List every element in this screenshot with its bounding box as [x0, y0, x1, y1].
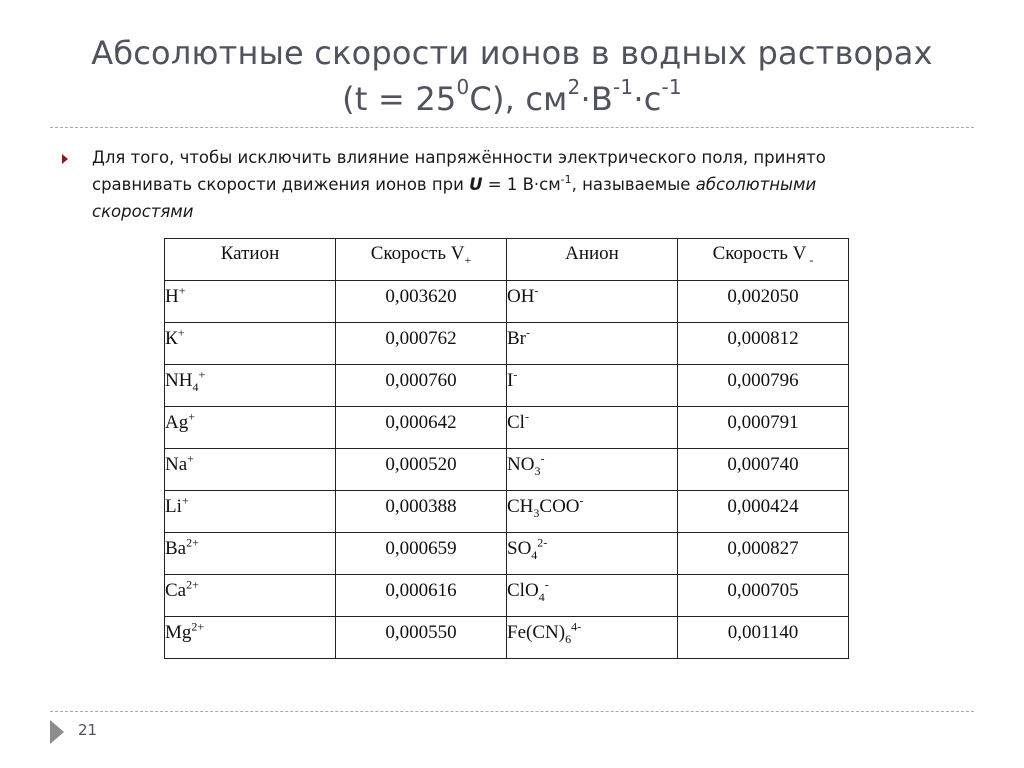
- speed-plus-value: 0,000760: [385, 370, 457, 391]
- header-speed-plus-label: Скорость V: [370, 243, 465, 264]
- anion-charge: -: [513, 367, 518, 382]
- cation-charge: 2+: [186, 535, 199, 550]
- speed-minus-value: 0,000424: [727, 496, 799, 517]
- table-row: [165, 365, 849, 407]
- anion-charge: -: [540, 451, 545, 466]
- cation-cell: [165, 365, 336, 407]
- cation-subscript: 4: [192, 379, 199, 394]
- body-text-part1: Для того, чтобы исключить влияние напряжённости электрического поля, принято сравнивать скорости движения ионов при: [92, 148, 826, 194]
- speed-minus-value: 0,000705: [727, 580, 799, 601]
- header-speed-minus-label: Скорость V: [712, 243, 807, 264]
- anion-formula: I: [507, 370, 514, 391]
- speed-plus-cell: [336, 323, 507, 365]
- anion-formula: NO: [507, 454, 535, 475]
- header-speed-plus: [336, 239, 507, 281]
- speed-minus-cell: [678, 491, 849, 533]
- anion-formula-tail: COO: [539, 496, 580, 517]
- anion-charge: -: [544, 577, 549, 592]
- ion-speed-table: [164, 238, 849, 659]
- header-speed-plus-sub: +: [464, 252, 472, 267]
- speed-minus-cell: [678, 449, 849, 491]
- slide-title: [40, 30, 984, 122]
- speed-minus-cell: [678, 365, 849, 407]
- page-number: 21: [78, 721, 98, 739]
- anion-formula: CH: [507, 496, 534, 517]
- speed-minus-cell: [678, 575, 849, 617]
- speed-minus-cell: [678, 533, 849, 575]
- speed-plus-value: 0,000388: [385, 496, 457, 517]
- anion-formula: Br: [507, 328, 526, 349]
- cation-charge: 2+: [186, 577, 199, 592]
- cation-charge: 2+: [191, 619, 205, 634]
- cation-charge: +: [198, 367, 206, 382]
- speed-minus-cell: [678, 617, 849, 659]
- header-cation: Катион: [165, 239, 336, 281]
- body-text-part3: , называемые: [571, 175, 696, 194]
- table-row: [165, 449, 849, 491]
- cation-cell: [165, 491, 336, 533]
- speed-plus-cell: [336, 617, 507, 659]
- speed-plus-value: 0,000659: [385, 538, 457, 559]
- speed-plus-value: 0,000550: [385, 622, 457, 643]
- anion-cell: [507, 323, 678, 365]
- speed-plus-cell: [336, 365, 507, 407]
- footer-divider: [50, 711, 974, 712]
- cation-cell: [165, 575, 336, 617]
- cation-cell: [165, 449, 336, 491]
- body-text-part2: = 1 В·см: [482, 175, 561, 194]
- next-slide-arrow-icon: [50, 720, 64, 744]
- speed-minus-value: 0,000791: [727, 412, 799, 433]
- speed-minus-value: 0,000796: [727, 370, 799, 391]
- title-units-sup-degree: 0: [456, 75, 470, 100]
- anion-charge: -: [526, 325, 530, 340]
- cation-formula: Ag: [165, 412, 189, 433]
- anion-cell: [507, 449, 678, 491]
- speed-plus-value: 0,000520: [385, 454, 457, 475]
- speed-minus-cell: [678, 407, 849, 449]
- anion-charge: -: [534, 283, 539, 298]
- cation-formula: Ca: [165, 580, 187, 601]
- table-header-row: [165, 239, 849, 281]
- table-row: [165, 533, 849, 575]
- cation-formula: H: [165, 286, 179, 307]
- table-row: [165, 575, 849, 617]
- anion-cell: [507, 533, 678, 575]
- table-row: [165, 491, 849, 533]
- speed-plus-cell: [336, 449, 507, 491]
- speed-minus-value: 0,002050: [727, 286, 799, 307]
- header-anion: Анион: [507, 239, 678, 281]
- header-speed-minus: [678, 239, 849, 281]
- table-body: [165, 281, 849, 659]
- speed-plus-cell: [336, 575, 507, 617]
- anion-charge: -: [524, 409, 529, 424]
- table-row: [165, 323, 849, 365]
- anion-cell: [507, 281, 678, 323]
- cation-formula: Na: [165, 454, 188, 475]
- cation-cell: [165, 617, 336, 659]
- title-units-mid3: ·с: [633, 80, 662, 118]
- cation-cell: [165, 281, 336, 323]
- anion-cell: [507, 365, 678, 407]
- title-divider: [50, 127, 974, 128]
- anion-cell: [507, 407, 678, 449]
- anion-charge: 2-: [537, 535, 548, 550]
- anion-formula: OH: [507, 286, 535, 307]
- cation-formula: К: [165, 328, 178, 349]
- cation-cell: [165, 323, 336, 365]
- cation-charge: +: [181, 493, 189, 508]
- title-units-sup-3: -1: [612, 75, 634, 100]
- title-units-sup-4: -1: [661, 75, 682, 100]
- speed-minus-value: 0,000812: [727, 328, 799, 349]
- anion-cell: [507, 617, 678, 659]
- anion-cell: [507, 575, 678, 617]
- speed-plus-value: 0,000616: [385, 580, 457, 601]
- cation-cell: [165, 407, 336, 449]
- title-units-sup-2: 2: [567, 75, 581, 100]
- cation-formula: Li: [165, 496, 182, 517]
- title-units-mid1: C), см: [469, 80, 568, 118]
- anion-charge: -: [579, 493, 584, 508]
- anion-formula: SO: [507, 538, 532, 559]
- cation-formula: Mg: [165, 622, 192, 643]
- speed-minus-cell: [678, 281, 849, 323]
- speed-plus-value: 0,000762: [385, 328, 457, 349]
- anion-cell: [507, 491, 678, 533]
- cation-charge: +: [177, 325, 185, 340]
- table-row: [165, 281, 849, 323]
- body-paragraph: [92, 144, 922, 225]
- anion-subscript: 6: [565, 631, 572, 646]
- speed-minus-value: 0,000827: [727, 538, 799, 559]
- table-row: [165, 617, 849, 659]
- anion-subscript: 4: [538, 589, 545, 604]
- anion-subscript: 4: [531, 547, 538, 562]
- body-text-sup: -1: [560, 172, 572, 186]
- anion-formula: Cl: [507, 412, 525, 433]
- cation-charge: +: [187, 451, 194, 466]
- header-speed-minus-sub: -: [806, 252, 814, 267]
- cation-charge: +: [188, 409, 196, 424]
- speed-plus-value: 0,000642: [385, 412, 457, 433]
- speed-plus-cell: [336, 533, 507, 575]
- bullet-arrow-icon: [62, 154, 68, 164]
- title-units-mid2: ·В: [580, 80, 613, 118]
- cation-formula: Ba: [165, 538, 187, 559]
- slide-title-line2: [40, 76, 984, 122]
- slide-title-line1: Абсолютные скорости ионов в водных растворах: [91, 34, 933, 72]
- cation-formula: NH: [165, 370, 193, 391]
- table-row: [165, 407, 849, 449]
- anion-charge: 4-: [571, 619, 582, 634]
- speed-plus-cell: [336, 491, 507, 533]
- anion-subscript: 3: [533, 505, 540, 520]
- speed-minus-value: 0,001140: [727, 622, 799, 643]
- title-units-prefix: (t = 25: [342, 80, 457, 118]
- speed-minus-cell: [678, 323, 849, 365]
- cation-charge: +: [178, 283, 186, 298]
- cation-cell: [165, 533, 336, 575]
- anion-formula: Fe(CN): [507, 622, 566, 643]
- speed-plus-cell: [336, 407, 507, 449]
- body-text-u-symbol: U: [469, 175, 483, 194]
- speed-minus-value: 0,000740: [727, 454, 799, 475]
- anion-formula: ClO: [507, 580, 539, 601]
- speed-plus-cell: [336, 281, 507, 323]
- body-text-italic: абсолютными скоростями: [92, 175, 817, 221]
- anion-subscript: 3: [534, 463, 541, 478]
- speed-plus-value: 0,003620: [385, 286, 457, 307]
